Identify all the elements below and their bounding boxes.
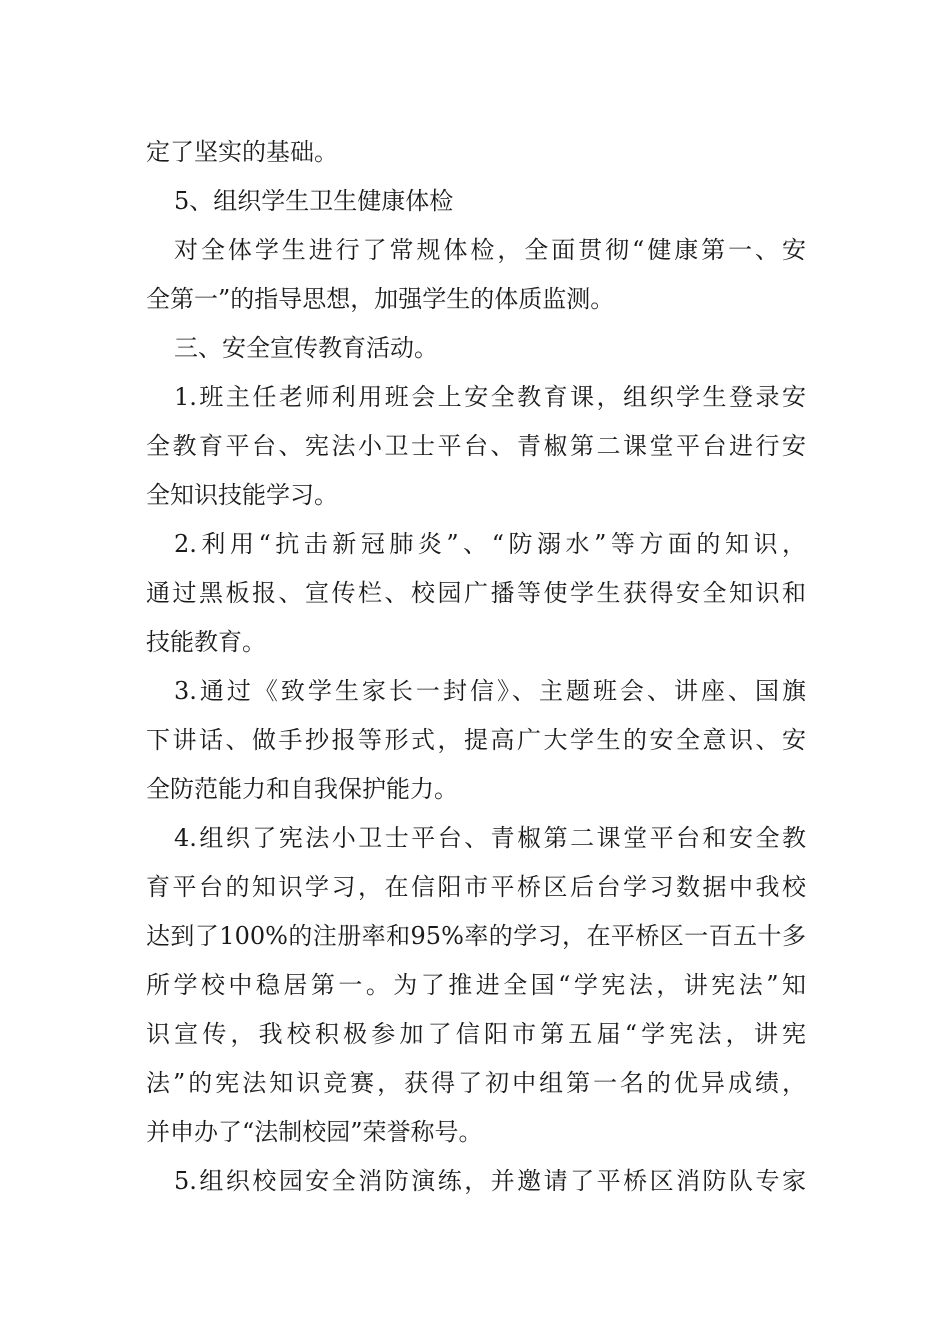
text-line: 下讲话、做手抄报等形式，提高广大学生的安全意识、安 <box>146 726 806 754</box>
text-line: 5、组织学生卫生健康体检 <box>174 187 454 215</box>
text-line: 全防范能力和自我保护能力。 <box>146 775 458 803</box>
text-line: 全教育平台、宪法小卫士平台、青椒第二课堂平台进行安 <box>146 432 806 460</box>
text-line: 育平台的知识学习，在信阳市平桥区后台学习数据中我校 <box>146 873 806 901</box>
document-body <box>146 128 806 1206</box>
text-line: 对全体学生进行了常规体检，全面贯彻“健康第一、安 <box>174 236 806 264</box>
text-line: 识宣传，我校积极参加了信阳市第五届“学宪法，讲宪 <box>146 1020 806 1048</box>
text-line: 3.通过《致学生家长一封信》、主题班会、讲座、国旗 <box>174 677 806 705</box>
text-line: 全知识技能学习。 <box>146 481 338 509</box>
text-line: 法”的宪法知识竞赛，获得了初中组第一名的优异成绩， <box>146 1069 806 1097</box>
text-line: 定了坚实的基础。 <box>146 138 338 166</box>
text-line: 技能教育。 <box>146 628 266 656</box>
text-line: 达到了100%的注册率和95%率的学习，在平桥区一百五十多 <box>146 922 806 950</box>
text-line: 并申办了“法制校园”荣誉称号。 <box>146 1118 483 1146</box>
text-line: 4.组织了宪法小卫士平台、青椒第二课堂平台和安全教 <box>174 824 806 852</box>
text-line: 三、安全宣传教育活动。 <box>174 334 438 362</box>
text-line: 5.组织校园安全消防演练，并邀请了平桥区消防队专家 <box>174 1167 806 1195</box>
text-line: 1.班主任老师利用班会上安全教育课，组织学生登录安 <box>174 383 806 411</box>
text-line: 所学校中稳居第一。为了推进全国“学宪法，讲宪法”知 <box>146 971 806 999</box>
text-line: 通过黑板报、宣传栏、校园广播等使学生获得安全知识和 <box>146 579 806 607</box>
text-line: 2.利用“抗击新冠肺炎”、“防溺水”等方面的知识， <box>174 530 806 558</box>
text-line: 全第一”的指导思想，加强学生的体质监测。 <box>146 285 615 313</box>
